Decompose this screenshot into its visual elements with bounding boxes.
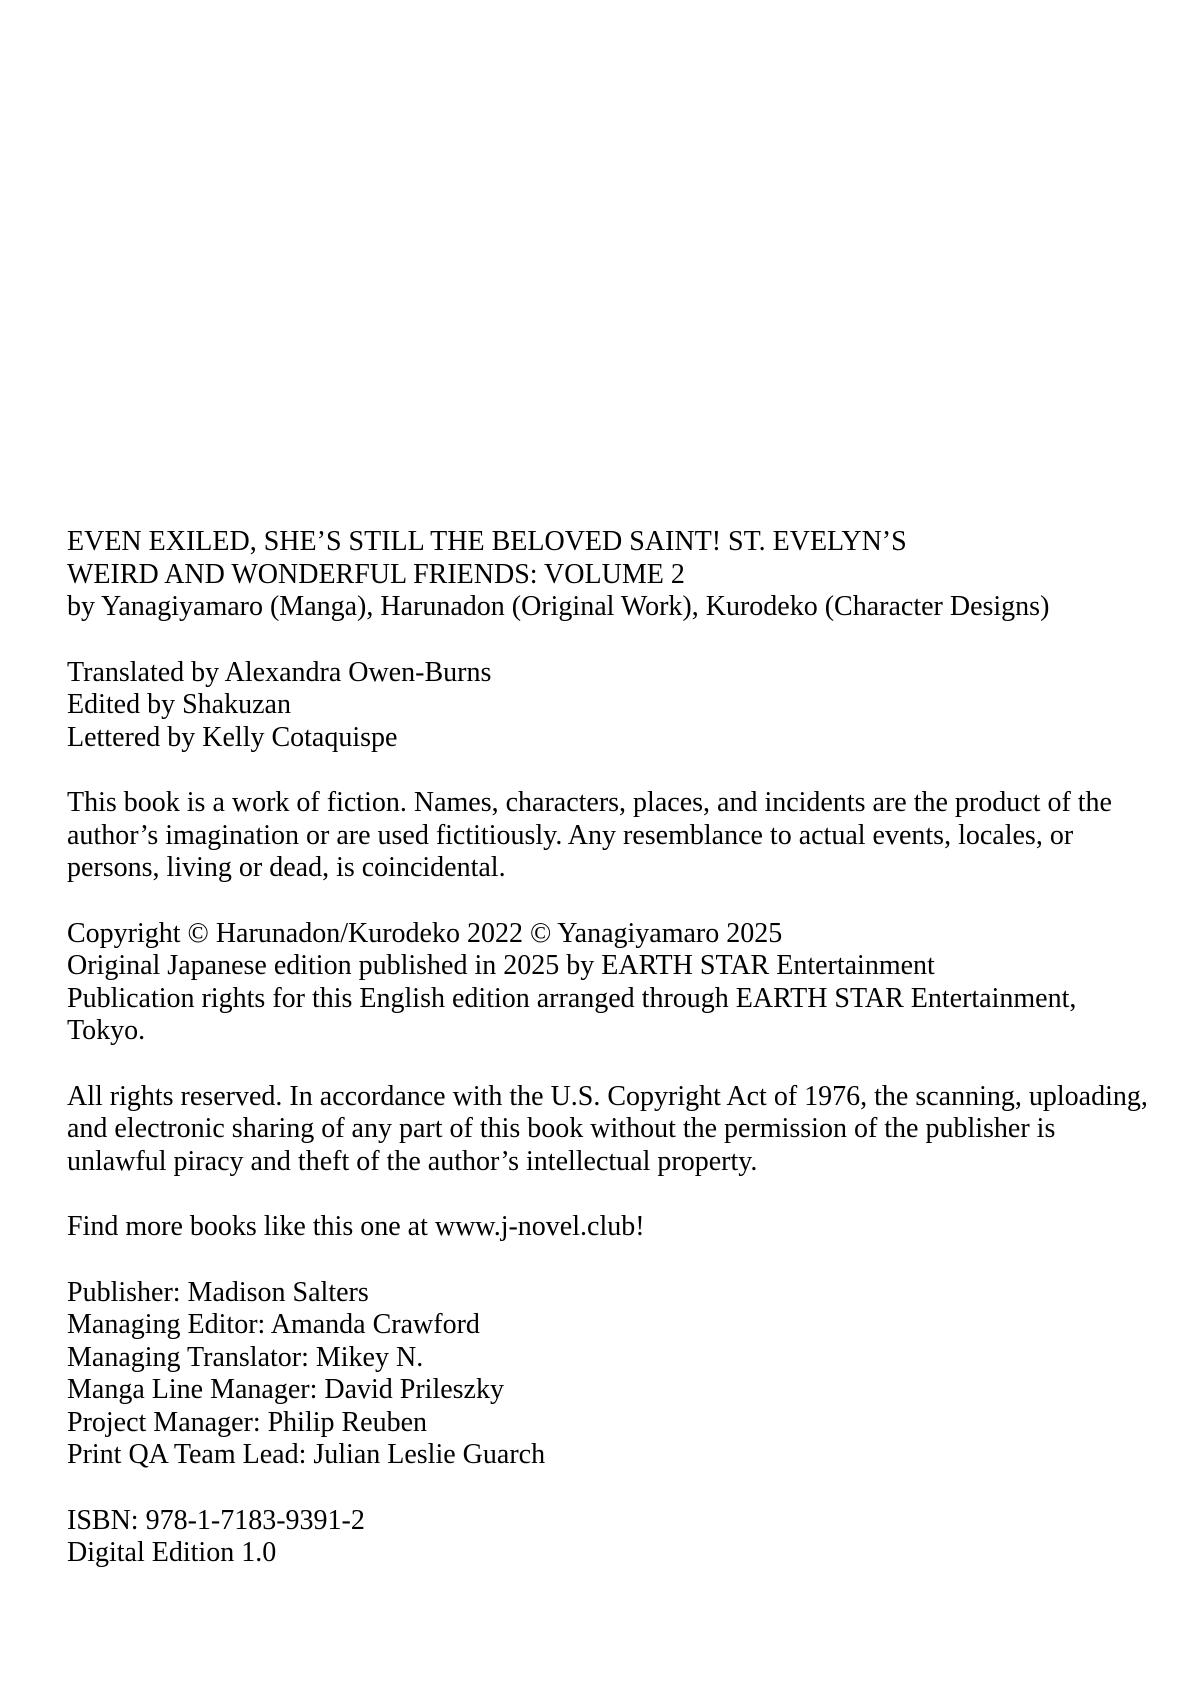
copyright-line: Copyright © Harunadon/Kurodeko 2022 © Yanagiyamaro 2025 — [67, 917, 783, 949]
managing-editor-credit: Managing Editor: Amanda Crawford — [67, 1309, 480, 1340]
edition-line: Digital Edition 1.0 — [67, 1537, 277, 1568]
promo-line: Find more books like this one at www.j-novel.club! — [67, 1211, 645, 1242]
staff-credits — [67, 1277, 1153, 1472]
title-block — [67, 526, 1153, 624]
translation-credits — [67, 657, 1153, 755]
byline: by Yanagiyamaro (Manga), Harunadon (Original Work), Kurodeko (Character Designs) — [67, 591, 1050, 622]
original-edition-line: Original Japanese edition published in 2025 by EARTH STAR Entertainment — [67, 950, 935, 981]
publication-rights-line: Publication rights for this English edition arranged through EARTH STAR Entertainment, Tokyo. — [67, 982, 1077, 1046]
publisher-credit: Publisher: Madison Salters — [67, 1276, 369, 1308]
project-manager-credit: Project Manager: Philip Reuben — [67, 1406, 428, 1438]
book-title: EVEN EXILED, SHE’S STILL THE BELOVED SAINT! ST. EVELYN’S WEIRD AND WONDERFUL FRIENDS: VOLUME 2 — [67, 526, 907, 590]
rights-notice: All rights reserved. In accordance with the U.S. Copyright Act of 1976, the scanning, uploading, and electronic sharing of any part of this book without the permission of the publisher is unlawful piracy and theft of the author’s intellectual property. — [67, 1080, 1148, 1177]
fiction-disclaimer: This book is a work of fiction. Names, characters, places, and incidents are the product of the author’s imagination or are used fictitiously. Any resemblance to actual events, locales, or persons, living or dead, is coincidental. — [67, 787, 1112, 883]
managing-translator-credit: Managing Translator: Mikey N. — [67, 1341, 424, 1373]
editor-credit: Edited by Shakuzan — [67, 689, 291, 720]
print-qa-lead-credit: Print QA Team Lead: Julian Leslie Guarch — [67, 1439, 546, 1470]
manga-line-manager-credit: Manga Line Manager: David Prileszky — [67, 1374, 504, 1405]
isbn-line: ISBN: 978-1-7183-9391-2 — [67, 1504, 365, 1536]
letterer-credit: Lettered by Kelly Cotaquispe — [67, 721, 398, 753]
edition-block — [67, 1505, 1153, 1570]
translator-credit: Translated by Alexandra Owen-Burns — [67, 656, 492, 688]
copyright-block — [67, 918, 1153, 1048]
